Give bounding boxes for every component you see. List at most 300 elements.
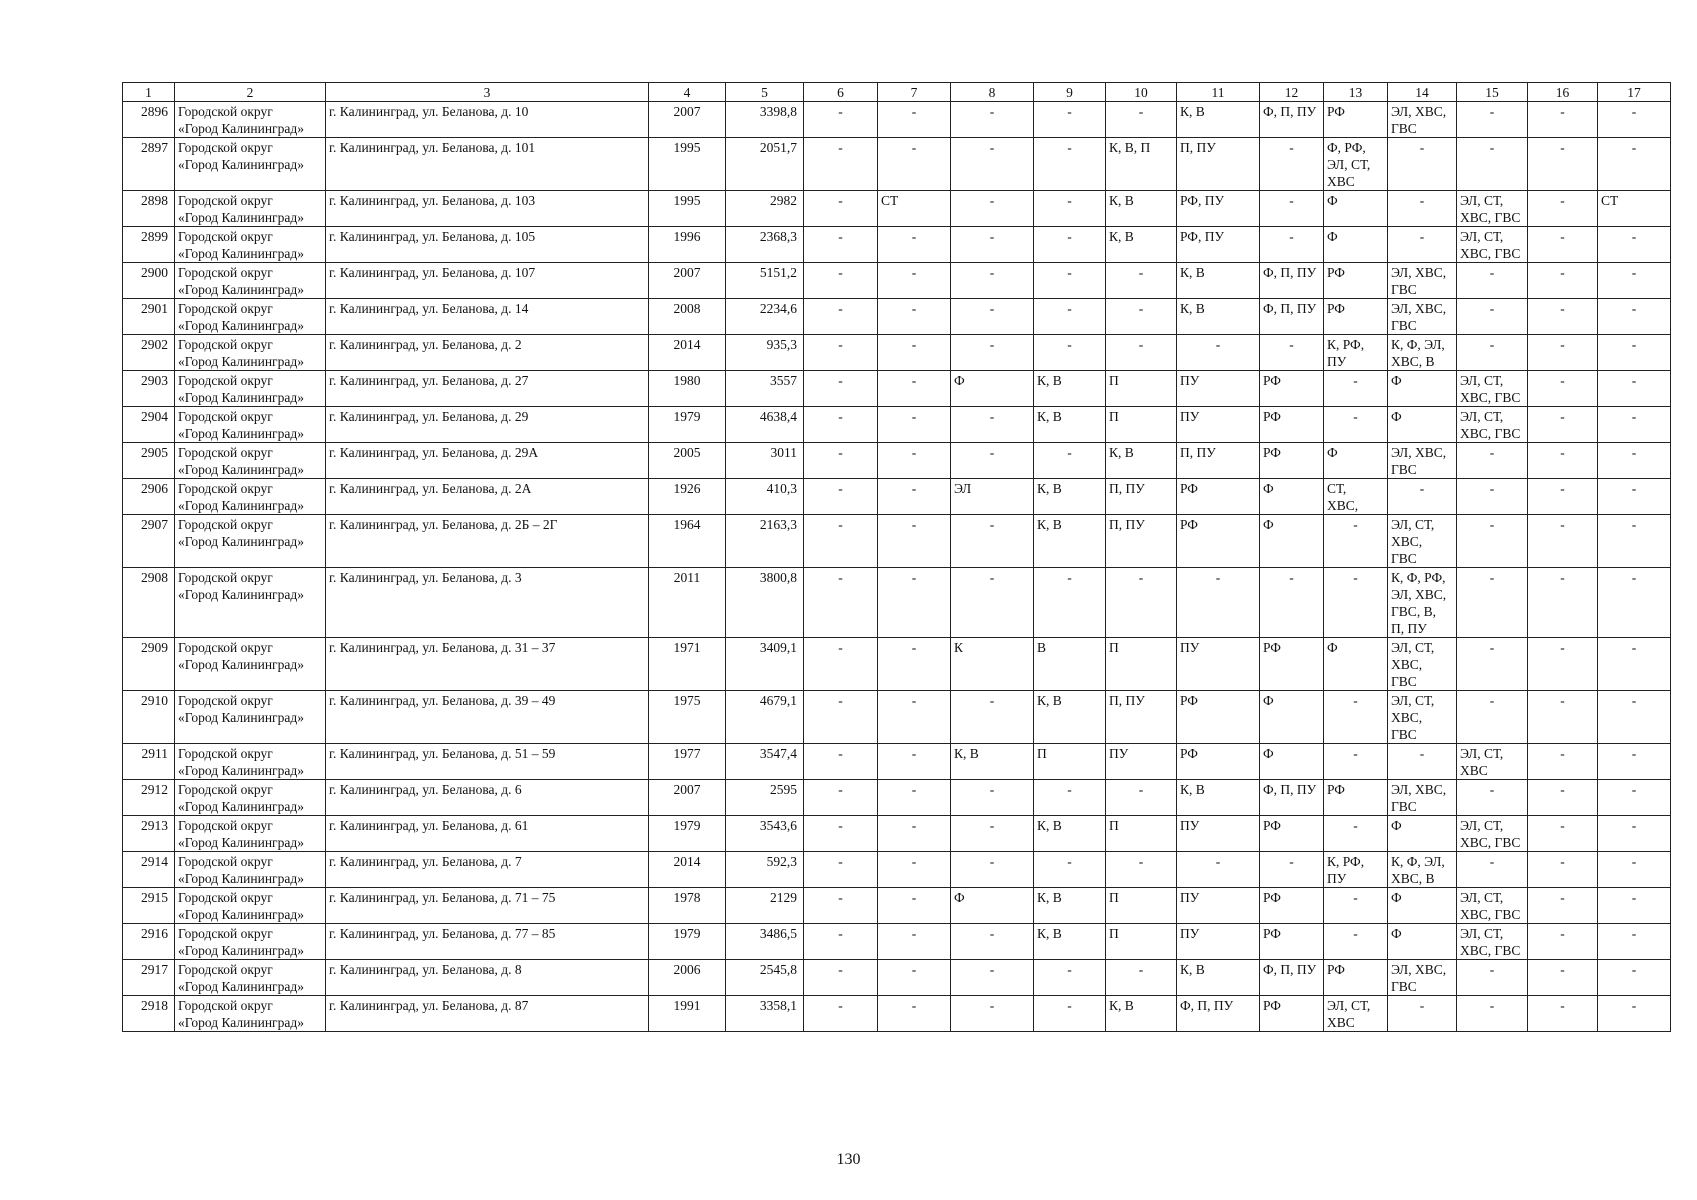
col-16-cell: - [1528, 263, 1598, 299]
address-cell: г. Калининград, ул. Беланова, д. 87 [326, 996, 649, 1032]
table-row [123, 102, 1671, 138]
col-17-cell: - [1598, 371, 1671, 407]
col-16-cell: - [1528, 691, 1598, 744]
col-7-cell: - [878, 780, 951, 816]
address-cell: г. Калининград, ул. Беланова, д. 103 [326, 191, 649, 227]
row-number-cell: 2913 [123, 816, 175, 852]
year-built-cell: 2008 [649, 299, 726, 335]
col-16-cell: - [1528, 299, 1598, 335]
col-8-cell: - [951, 568, 1034, 638]
col-10-cell: - [1106, 780, 1177, 816]
col-6-cell: - [804, 924, 878, 960]
col-11-cell: П, ПУ [1177, 443, 1260, 479]
column-header-12: 12 [1260, 83, 1324, 102]
address-cell: г. Калининград, ул. Беланова, д. 77 – 85 [326, 924, 649, 960]
col-12-cell: РФ [1260, 407, 1324, 443]
total-area-cell: 3557 [726, 371, 804, 407]
col-14-cell: ЭЛ, СТ, ХВС, ГВС [1388, 691, 1457, 744]
col-13-cell: - [1324, 568, 1388, 638]
table-row [123, 479, 1671, 515]
col-17-cell: - [1598, 263, 1671, 299]
col-9-cell: - [1034, 227, 1106, 263]
year-built-cell: 1971 [649, 638, 726, 691]
col-9-cell: К, В [1034, 407, 1106, 443]
col-15-cell: - [1457, 102, 1528, 138]
col-17-cell: - [1598, 335, 1671, 371]
col-13-cell: РФ [1324, 263, 1388, 299]
col-14-cell: - [1388, 479, 1457, 515]
row-number-cell: 2914 [123, 852, 175, 888]
col-13-cell: ЭЛ, СТ, ХВС [1324, 996, 1388, 1032]
col-15-cell: - [1457, 852, 1528, 888]
col-9-cell: - [1034, 299, 1106, 335]
year-built-cell: 1975 [649, 691, 726, 744]
table-row [123, 407, 1671, 443]
col-11-cell: - [1177, 335, 1260, 371]
year-built-cell: 1926 [649, 479, 726, 515]
year-built-cell: 1964 [649, 515, 726, 568]
column-header-9: 9 [1034, 83, 1106, 102]
address-cell: г. Калининград, ул. Беланова, д. 10 [326, 102, 649, 138]
row-number-cell: 2901 [123, 299, 175, 335]
col-13-cell: РФ [1324, 102, 1388, 138]
col-9-cell: К, В [1034, 816, 1106, 852]
col-9-cell: - [1034, 568, 1106, 638]
col-10-cell: К, В [1106, 443, 1177, 479]
address-cell: г. Калининград, ул. Беланова, д. 7 [326, 852, 649, 888]
total-area-cell: 3398,8 [726, 102, 804, 138]
col-12-cell: РФ [1260, 996, 1324, 1032]
col-7-cell: - [878, 138, 951, 191]
address-cell: г. Калининград, ул. Беланова, д. 105 [326, 227, 649, 263]
col-8-cell: - [951, 515, 1034, 568]
municipality-cell: Городской округ «Город Калининград» [175, 852, 326, 888]
total-area-cell: 2163,3 [726, 515, 804, 568]
col-7-cell: - [878, 515, 951, 568]
register-table [122, 82, 1671, 1032]
col-15-cell: - [1457, 638, 1528, 691]
total-area-cell: 3486,5 [726, 924, 804, 960]
row-number-cell: 2902 [123, 335, 175, 371]
col-12-cell: Ф, П, ПУ [1260, 299, 1324, 335]
col-12-cell: РФ [1260, 443, 1324, 479]
col-10-cell: - [1106, 960, 1177, 996]
col-12-cell: РФ [1260, 924, 1324, 960]
col-11-cell: К, В [1177, 299, 1260, 335]
municipality-cell: Городской округ «Город Калининград» [175, 691, 326, 744]
col-11-cell: ПУ [1177, 888, 1260, 924]
col-8-cell: - [951, 102, 1034, 138]
col-16-cell: - [1528, 744, 1598, 780]
col-12-cell: Ф [1260, 744, 1324, 780]
col-8-cell: - [951, 691, 1034, 744]
col-17-cell: - [1598, 888, 1671, 924]
col-14-cell: ЭЛ, ХВС, ГВС [1388, 102, 1457, 138]
col-6-cell: - [804, 335, 878, 371]
col-17-cell: - [1598, 515, 1671, 568]
row-number-cell: 2905 [123, 443, 175, 479]
row-number-cell: 2910 [123, 691, 175, 744]
municipality-cell: Городской округ «Город Калининград» [175, 816, 326, 852]
column-header-8: 8 [951, 83, 1034, 102]
col-6-cell: - [804, 443, 878, 479]
col-7-cell: - [878, 924, 951, 960]
col-13-cell: - [1324, 691, 1388, 744]
col-11-cell: К, В [1177, 780, 1260, 816]
col-6-cell: - [804, 780, 878, 816]
col-6-cell: - [804, 888, 878, 924]
municipality-cell: Городской округ «Город Калининград» [175, 638, 326, 691]
col-8-cell: - [951, 780, 1034, 816]
col-7-cell: - [878, 227, 951, 263]
col-9-cell: - [1034, 996, 1106, 1032]
col-17-cell: - [1598, 638, 1671, 691]
col-9-cell: - [1034, 263, 1106, 299]
col-6-cell: - [804, 299, 878, 335]
col-11-cell: РФ [1177, 479, 1260, 515]
col-10-cell: - [1106, 263, 1177, 299]
col-17-cell: - [1598, 479, 1671, 515]
col-11-cell: РФ [1177, 515, 1260, 568]
col-17-cell: - [1598, 299, 1671, 335]
row-number-cell: 2917 [123, 960, 175, 996]
year-built-cell: 2014 [649, 852, 726, 888]
col-14-cell: - [1388, 227, 1457, 263]
col-9-cell: - [1034, 443, 1106, 479]
col-8-cell: - [951, 443, 1034, 479]
col-14-cell: ЭЛ, СТ, ХВС, ГВС [1388, 638, 1457, 691]
col-16-cell: - [1528, 852, 1598, 888]
col-9-cell: К, В [1034, 888, 1106, 924]
col-6-cell: - [804, 371, 878, 407]
col-6-cell: - [804, 996, 878, 1032]
col-11-cell: ПУ [1177, 816, 1260, 852]
col-9-cell: В [1034, 638, 1106, 691]
column-header-11: 11 [1177, 83, 1260, 102]
col-15-cell: - [1457, 780, 1528, 816]
col-13-cell: Ф, РФ, ЭЛ, СТ, ХВС [1324, 138, 1388, 191]
col-14-cell: - [1388, 996, 1457, 1032]
municipality-cell: Городской округ «Город Калининград» [175, 568, 326, 638]
col-9-cell: К, В [1034, 515, 1106, 568]
page-number: 130 [836, 1151, 861, 1168]
municipality-cell: Городской округ «Город Калининград» [175, 924, 326, 960]
col-13-cell: - [1324, 407, 1388, 443]
municipality-cell: Городской округ «Город Калининград» [175, 996, 326, 1032]
col-10-cell: К, В, П [1106, 138, 1177, 191]
table-row [123, 443, 1671, 479]
col-9-cell: - [1034, 780, 1106, 816]
year-built-cell: 2007 [649, 102, 726, 138]
year-built-cell: 1995 [649, 138, 726, 191]
col-8-cell: - [951, 996, 1034, 1032]
col-11-cell: К, В [1177, 263, 1260, 299]
col-12-cell: Ф, П, ПУ [1260, 780, 1324, 816]
col-10-cell: П [1106, 924, 1177, 960]
col-7-cell: - [878, 888, 951, 924]
col-15-cell: - [1457, 479, 1528, 515]
col-13-cell: Ф [1324, 638, 1388, 691]
column-header-15: 15 [1457, 83, 1528, 102]
col-17-cell: - [1598, 744, 1671, 780]
col-6-cell: - [804, 191, 878, 227]
column-header-6: 6 [804, 83, 878, 102]
table-row [123, 227, 1671, 263]
col-17-cell: - [1598, 227, 1671, 263]
col-17-cell: - [1598, 138, 1671, 191]
col-9-cell: - [1034, 102, 1106, 138]
address-cell: г. Калининград, ул. Беланова, д. 107 [326, 263, 649, 299]
col-8-cell: - [951, 407, 1034, 443]
col-14-cell: ЭЛ, ХВС, ГВС [1388, 780, 1457, 816]
col-16-cell: - [1528, 816, 1598, 852]
total-area-cell: 3543,6 [726, 816, 804, 852]
row-number-cell: 2899 [123, 227, 175, 263]
municipality-cell: Городской округ «Город Калининград» [175, 335, 326, 371]
row-number-cell: 2900 [123, 263, 175, 299]
col-12-cell: - [1260, 852, 1324, 888]
row-number-cell: 2915 [123, 888, 175, 924]
address-cell: г. Калининград, ул. Беланова, д. 31 – 37 [326, 638, 649, 691]
col-14-cell: К, Ф, ЭЛ, ХВС, В [1388, 852, 1457, 888]
col-14-cell: К, Ф, ЭЛ, ХВС, В [1388, 335, 1457, 371]
col-12-cell: РФ [1260, 371, 1324, 407]
col-7-cell: - [878, 479, 951, 515]
address-cell: г. Калининград, ул. Беланова, д. 61 [326, 816, 649, 852]
table-row [123, 371, 1671, 407]
column-header-13: 13 [1324, 83, 1388, 102]
col-11-cell: РФ [1177, 691, 1260, 744]
col-17-cell: - [1598, 443, 1671, 479]
col-12-cell: Ф, П, ПУ [1260, 263, 1324, 299]
col-13-cell: РФ [1324, 780, 1388, 816]
col-6-cell: - [804, 744, 878, 780]
address-cell: г. Калининград, ул. Беланова, д. 6 [326, 780, 649, 816]
col-12-cell: Ф, П, ПУ [1260, 102, 1324, 138]
year-built-cell: 1979 [649, 407, 726, 443]
table-body [123, 102, 1671, 1032]
col-10-cell: П, ПУ [1106, 479, 1177, 515]
col-16-cell: - [1528, 227, 1598, 263]
col-10-cell: К, В [1106, 191, 1177, 227]
municipality-cell: Городской округ «Город Калининград» [175, 888, 326, 924]
municipality-cell: Городской округ «Город Калининград» [175, 479, 326, 515]
col-13-cell: - [1324, 888, 1388, 924]
col-16-cell: - [1528, 996, 1598, 1032]
col-12-cell: Ф, П, ПУ [1260, 960, 1324, 996]
year-built-cell: 1996 [649, 227, 726, 263]
total-area-cell: 2982 [726, 191, 804, 227]
total-area-cell: 3800,8 [726, 568, 804, 638]
col-7-cell: - [878, 852, 951, 888]
col-10-cell: П [1106, 371, 1177, 407]
col-6-cell: - [804, 960, 878, 996]
year-built-cell: 1978 [649, 888, 726, 924]
column-header-3: 3 [326, 83, 649, 102]
address-cell: г. Калининград, ул. Беланова, д. 71 – 75 [326, 888, 649, 924]
row-number-cell: 2906 [123, 479, 175, 515]
row-number-cell: 2912 [123, 780, 175, 816]
col-8-cell: Ф [951, 888, 1034, 924]
row-number-cell: 2916 [123, 924, 175, 960]
col-10-cell: П [1106, 407, 1177, 443]
col-12-cell: Ф [1260, 691, 1324, 744]
col-16-cell: - [1528, 443, 1598, 479]
col-7-cell: - [878, 371, 951, 407]
col-14-cell: - [1388, 744, 1457, 780]
col-10-cell: ПУ [1106, 744, 1177, 780]
row-number-cell: 2918 [123, 996, 175, 1032]
municipality-cell: Городской округ «Город Калининград» [175, 780, 326, 816]
col-8-cell: К [951, 638, 1034, 691]
table-row [123, 924, 1671, 960]
col-14-cell: ЭЛ, ХВС, ГВС [1388, 443, 1457, 479]
col-10-cell: - [1106, 299, 1177, 335]
table-row [123, 299, 1671, 335]
col-8-cell: - [951, 227, 1034, 263]
column-header-2: 2 [175, 83, 326, 102]
col-6-cell: - [804, 138, 878, 191]
col-8-cell: ЭЛ [951, 479, 1034, 515]
col-9-cell: К, В [1034, 924, 1106, 960]
col-6-cell: - [804, 407, 878, 443]
table-row [123, 852, 1671, 888]
address-cell: г. Калининград, ул. Беланова, д. 8 [326, 960, 649, 996]
col-6-cell: - [804, 227, 878, 263]
col-15-cell: - [1457, 996, 1528, 1032]
total-area-cell: 935,3 [726, 335, 804, 371]
municipality-cell: Городской округ «Город Калининград» [175, 191, 326, 227]
col-9-cell: - [1034, 191, 1106, 227]
col-7-cell: - [878, 996, 951, 1032]
col-11-cell: РФ, ПУ [1177, 191, 1260, 227]
col-14-cell: - [1388, 191, 1457, 227]
col-12-cell: Ф [1260, 479, 1324, 515]
col-14-cell: Ф [1388, 924, 1457, 960]
col-10-cell: - [1106, 568, 1177, 638]
year-built-cell: 1995 [649, 191, 726, 227]
col-15-cell: - [1457, 138, 1528, 191]
year-built-cell: 2006 [649, 960, 726, 996]
col-13-cell: К, РФ, ПУ [1324, 852, 1388, 888]
col-10-cell: П [1106, 816, 1177, 852]
col-8-cell: - [951, 263, 1034, 299]
table-row [123, 191, 1671, 227]
col-7-cell: - [878, 335, 951, 371]
col-13-cell: - [1324, 515, 1388, 568]
column-header-7: 7 [878, 83, 951, 102]
address-cell: г. Калининград, ул. Беланова, д. 2А [326, 479, 649, 515]
col-17-cell: - [1598, 691, 1671, 744]
total-area-cell: 2234,6 [726, 299, 804, 335]
col-11-cell: - [1177, 568, 1260, 638]
municipality-cell: Городской округ «Город Калининград» [175, 138, 326, 191]
row-number-cell: 2904 [123, 407, 175, 443]
col-17-cell: - [1598, 852, 1671, 888]
total-area-cell: 2051,7 [726, 138, 804, 191]
address-cell: г. Калининград, ул. Беланова, д. 29 [326, 407, 649, 443]
col-17-cell: - [1598, 816, 1671, 852]
year-built-cell: 2014 [649, 335, 726, 371]
total-area-cell: 3011 [726, 443, 804, 479]
col-12-cell: - [1260, 227, 1324, 263]
address-cell: г. Калининград, ул. Беланова, д. 27 [326, 371, 649, 407]
row-number-cell: 2911 [123, 744, 175, 780]
total-area-cell: 410,3 [726, 479, 804, 515]
total-area-cell: 5151,2 [726, 263, 804, 299]
col-7-cell: - [878, 816, 951, 852]
municipality-cell: Городской округ «Город Калининград» [175, 371, 326, 407]
col-6-cell: - [804, 691, 878, 744]
table-row [123, 816, 1671, 852]
col-17-cell: - [1598, 780, 1671, 816]
col-16-cell: - [1528, 479, 1598, 515]
col-9-cell: - [1034, 852, 1106, 888]
total-area-cell: 2129 [726, 888, 804, 924]
col-15-cell: - [1457, 443, 1528, 479]
col-7-cell: - [878, 299, 951, 335]
col-16-cell: - [1528, 138, 1598, 191]
municipality-cell: Городской округ «Город Калининград» [175, 407, 326, 443]
col-14-cell: Ф [1388, 371, 1457, 407]
col-12-cell: РФ [1260, 638, 1324, 691]
col-9-cell: П [1034, 744, 1106, 780]
address-cell: г. Калининград, ул. Беланова, д. 29А [326, 443, 649, 479]
table-row [123, 744, 1671, 780]
municipality-cell: Городской округ «Город Калининград» [175, 443, 326, 479]
col-10-cell: П [1106, 638, 1177, 691]
municipality-cell: Городской округ «Город Калининград» [175, 960, 326, 996]
col-13-cell: РФ [1324, 299, 1388, 335]
col-7-cell: - [878, 443, 951, 479]
col-15-cell: - [1457, 568, 1528, 638]
col-16-cell: - [1528, 638, 1598, 691]
col-16-cell: - [1528, 960, 1598, 996]
col-6-cell: - [804, 816, 878, 852]
table-row [123, 638, 1671, 691]
col-6-cell: - [804, 102, 878, 138]
address-cell: г. Калининград, ул. Беланова, д. 2 [326, 335, 649, 371]
col-13-cell: К, РФ, ПУ [1324, 335, 1388, 371]
col-15-cell: - [1457, 335, 1528, 371]
column-header-5: 5 [726, 83, 804, 102]
column-header-1: 1 [123, 83, 175, 102]
col-15-cell: ЭЛ, СТ, ХВС, ГВС [1457, 227, 1528, 263]
col-13-cell: Ф [1324, 191, 1388, 227]
col-17-cell: - [1598, 924, 1671, 960]
col-15-cell: ЭЛ, СТ, ХВС, ГВС [1457, 407, 1528, 443]
col-8-cell: - [951, 299, 1034, 335]
col-10-cell: К, В [1106, 996, 1177, 1032]
address-cell: г. Калининград, ул. Беланова, д. 3 [326, 568, 649, 638]
col-12-cell: РФ [1260, 888, 1324, 924]
col-17-cell: - [1598, 568, 1671, 638]
col-17-cell: - [1598, 960, 1671, 996]
table-row [123, 568, 1671, 638]
col-12-cell: Ф [1260, 515, 1324, 568]
year-built-cell: 2007 [649, 263, 726, 299]
col-16-cell: - [1528, 924, 1598, 960]
col-8-cell: - [951, 816, 1034, 852]
address-cell: г. Калининград, ул. Беланова, д. 101 [326, 138, 649, 191]
year-built-cell: 1979 [649, 816, 726, 852]
col-10-cell: П [1106, 888, 1177, 924]
col-6-cell: - [804, 263, 878, 299]
row-number-cell: 2907 [123, 515, 175, 568]
col-7-cell: - [878, 102, 951, 138]
col-14-cell: ЭЛ, ХВС, ГВС [1388, 960, 1457, 996]
col-6-cell: - [804, 638, 878, 691]
